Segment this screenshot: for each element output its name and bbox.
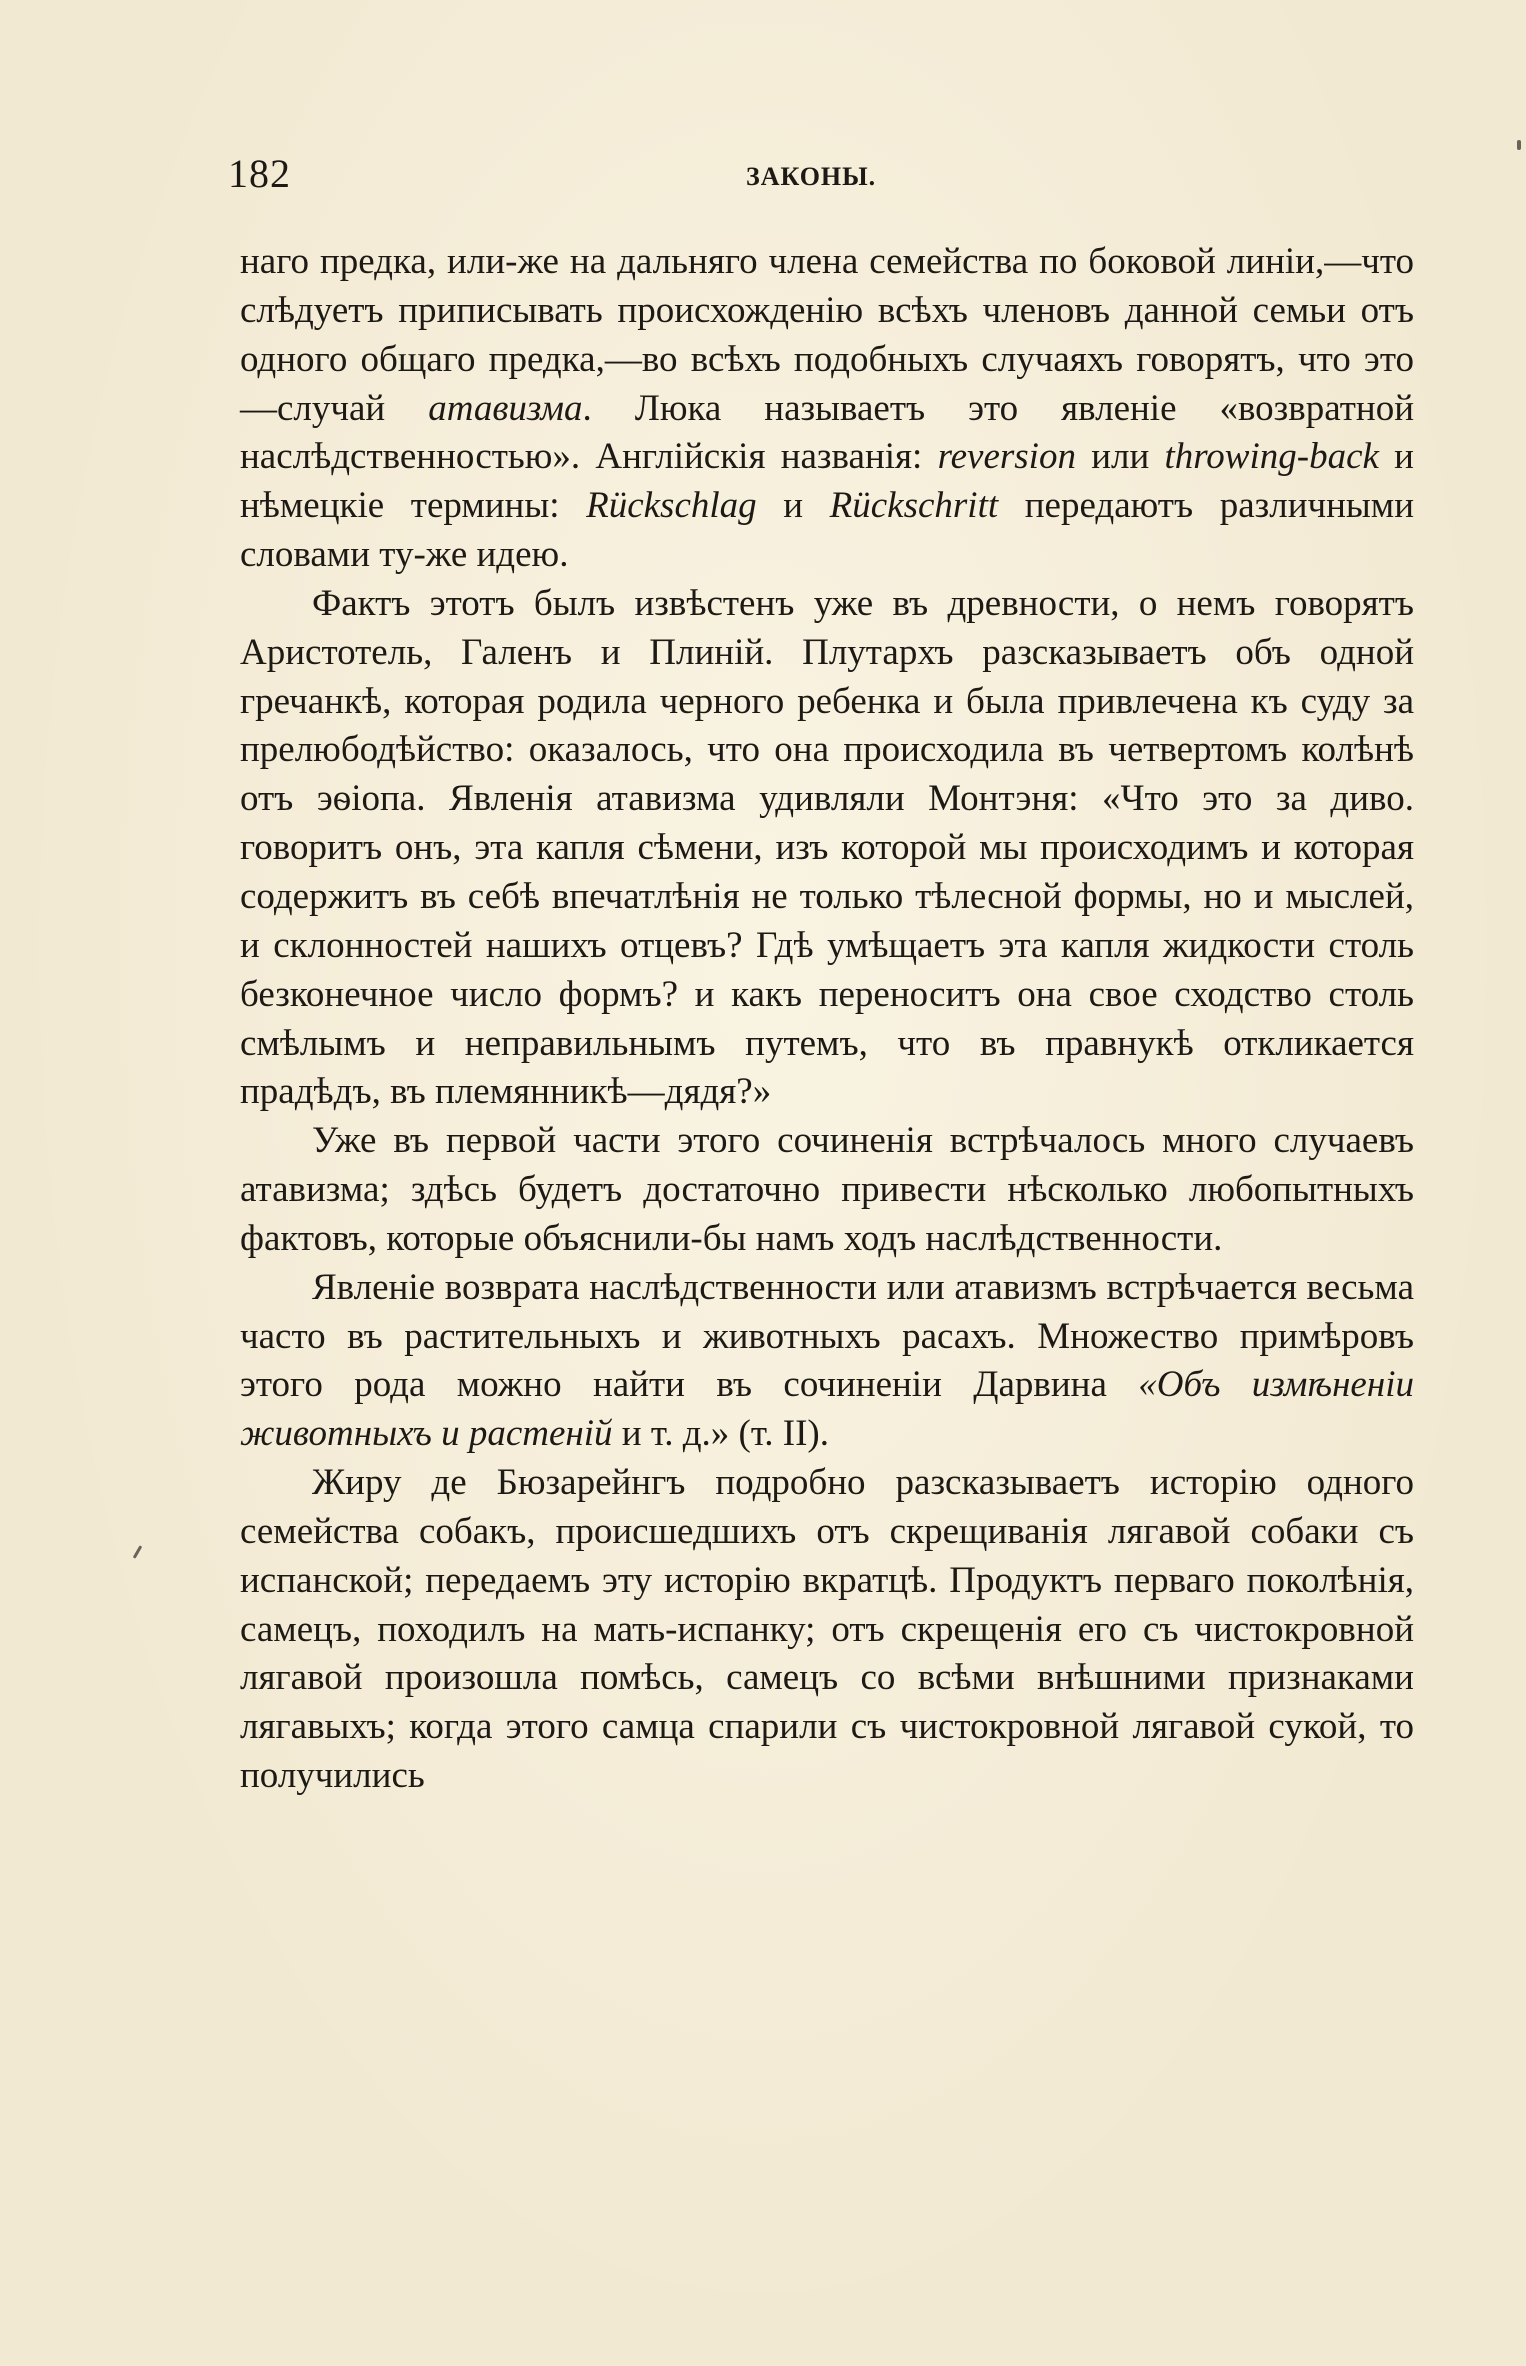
text-segment: Уже въ первой части этого сочиненія встрѣчалось много случаевъ атавизма; здѣсь будетъ достаточно привести нѣсколько любопытныхъ фактовъ, которые объяснили-бы намъ ходъ наслѣдственности. [240,1120,1414,1259]
text-segment: и т. д.» (т. II). [612,1413,829,1455]
paragraph-4 [240,1264,1414,1459]
page-number: 182 [228,151,291,196]
text-segment: или [1075,436,1165,478]
italic-term: атавизма [428,387,583,429]
italic-title: «Объ измѣненіи животныхъ и растеній [240,1364,1414,1455]
paragraph-1 [240,238,1414,580]
text-segment: и [756,485,830,527]
text-segment: Фактъ этотъ былъ извѣстенъ уже въ древности, о немъ говорятъ Аристотель, Галенъ и Плиній. Плутархъ разсказываетъ объ одной гречанкѣ, которая родила черного ребенка и была привлечена къ суду за прелюбодѣйство: оказалось, что она происходила въ четвертомъ колѣнѣ отъ эѳіопа. Явленія атавизма удивляли Монтэня: «Что это за диво. говоритъ онъ, эта капля сѣмени, изъ которой мы происходимъ и которая содержитъ въ себѣ впечатлѣнія не только тѣлесной формы, но и мыслей, и склонностей нашихъ отцевъ? Гдѣ умѣщаетъ эта капля жидкости столь безконечное число формъ? и какъ переноситъ она свое сходство столь смѣлымъ и неправильнымъ путемъ, что въ правнукѣ откликается прадѣдъ, въ племянникѣ—дядя?» [240,582,1414,1113]
body-text [240,238,1414,1801]
margin-speck [1517,140,1521,150]
page-header [228,150,1418,210]
italic-term: reversion [937,436,1076,478]
italic-term: Rückschlag [586,485,757,527]
text-segment: и нѣмецкіе термины: [240,436,1414,527]
italic-term: throwing-back [1164,436,1379,478]
paragraph-2 [240,580,1414,1117]
margin-speck [133,1545,143,1559]
paragraph-5 [240,1459,1414,1801]
text-segment: . Люка называетъ это явленіе «возвратной наслѣдственностью». Англійскія названія: [240,387,1414,478]
italic-term: Rückschritt [829,485,999,527]
text-segment: передаютъ различными словами ту-же идею. [240,485,1414,576]
text-segment: наго предка, или-же на дальняго члена семейства по боковой линіи,—что слѣдуетъ приписывать происхожденію всѣхъ членовъ данной семьи отъ одного общаго предка,—во всѣхъ подобныхъ случаяхъ говорятъ, что это—случай [240,241,1414,429]
running-head: ЗАКОНЫ. [746,162,877,191]
text-segment: Жиру де Бюзарейнгъ подробно разсказываетъ исторію одного семейства собакъ, происшедшихъ отъ скрещиванія лягавой собаки съ испанской; передаемъ эту исторію вкратцѣ. Продуктъ перваго поколѣнія, самецъ, походилъ на мать-испанку; отъ скрещенія его съ чистокровной лягавой произошла помѣсь, самецъ со всѣми внѣшними признаками лягавыхъ; когда этого самца спарили съ чистокровной лягавой сукой, то получились [240,1462,1414,1797]
text-segment: Явленіе возврата наслѣдственности или атавизмъ встрѣчается весьма часто въ растительныхъ и животныхъ расахъ. Множество примѣровъ этого рода можно найти въ сочиненіи Дарвина [240,1266,1414,1406]
paragraph-3 [240,1117,1414,1264]
